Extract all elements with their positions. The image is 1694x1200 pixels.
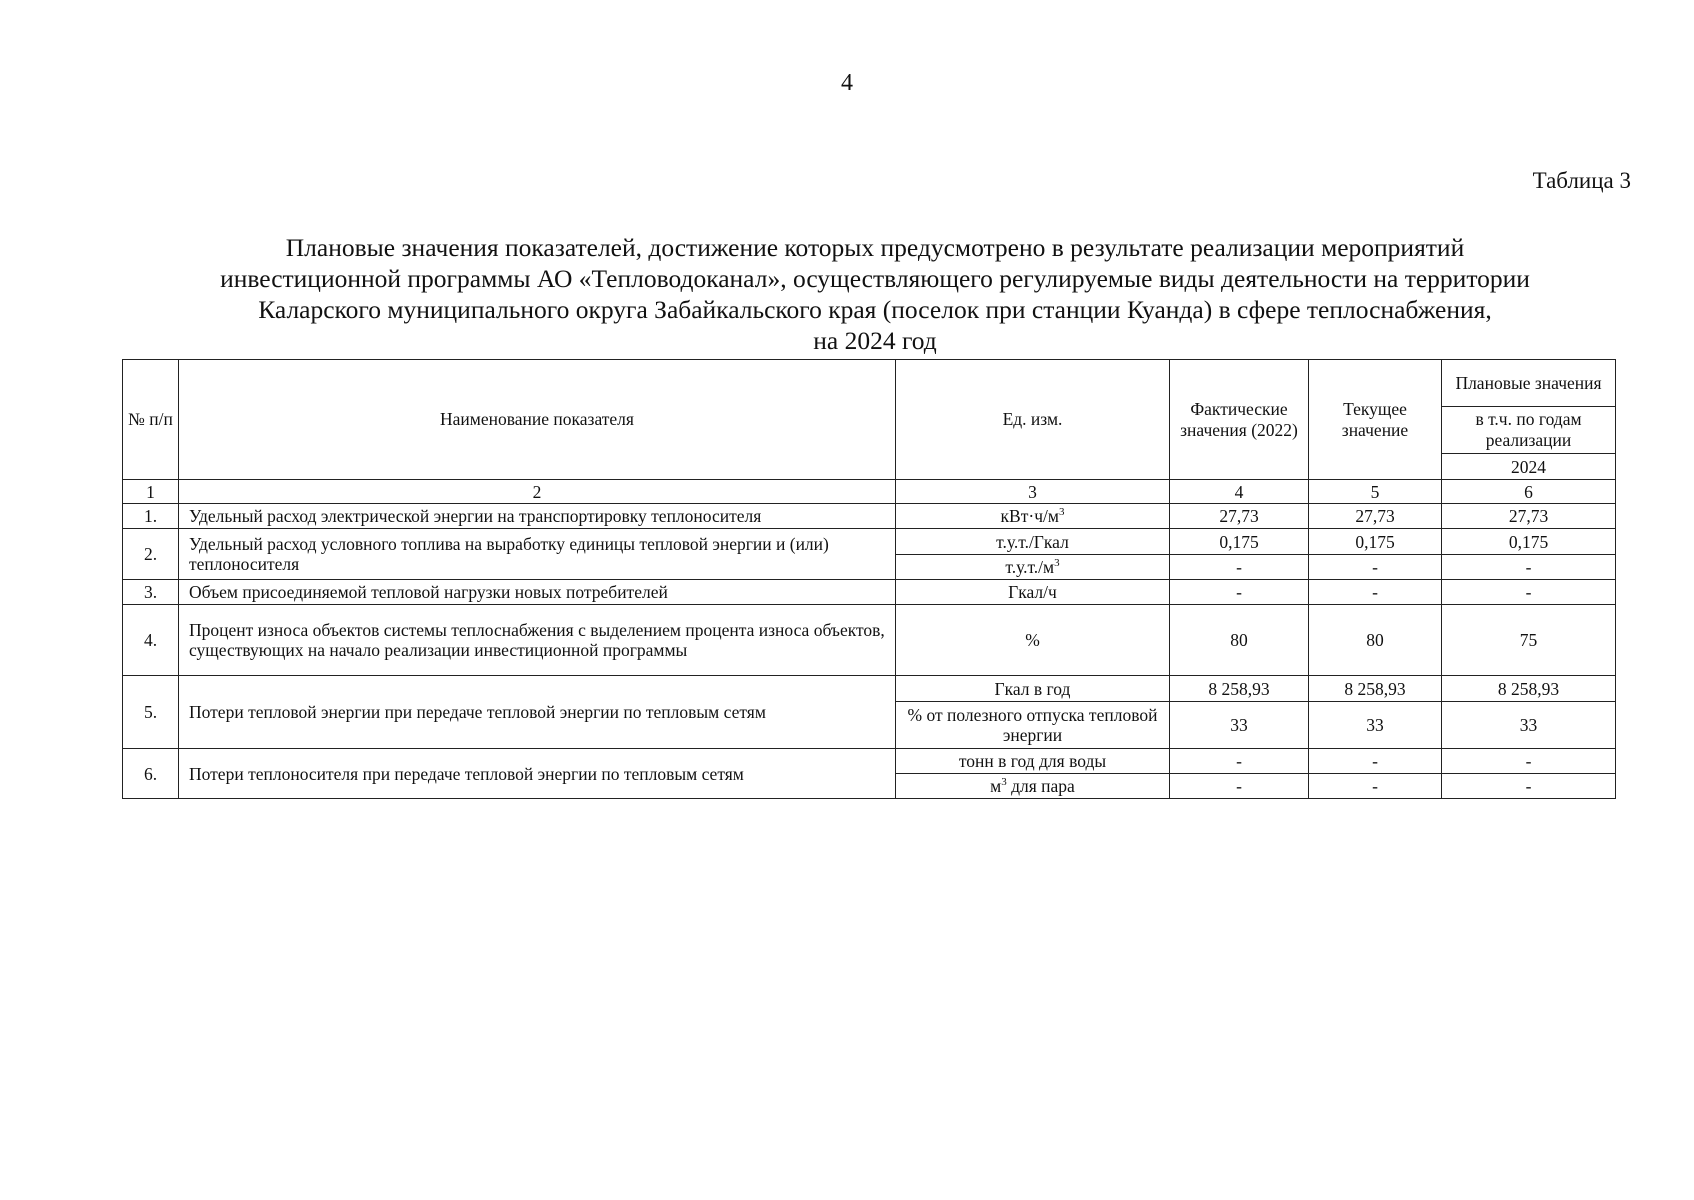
unit-superscript: 3 [1058,506,1065,519]
column-number: 3 [896,480,1170,504]
title-line: Плановые значения показателей, достижение которых предусмотрено в результате реализации мероприятий [285,233,1465,262]
page-number: 4 [841,70,853,96]
unit: Гкал в год [994,678,1071,699]
current-value: - [1309,555,1442,580]
column-number: 5 [1309,480,1442,504]
unit-cell [896,529,1170,555]
row-number: 5. [123,676,179,749]
unit: для пара [1006,776,1075,796]
actual-value: 27,73 [1170,504,1309,529]
row-number: 6. [123,749,179,799]
unit: т.у.т./Гкал [996,531,1069,552]
indicator-name: Потери теплоносителя при передаче тепловой энергии по тепловым сетям [179,749,896,799]
unit-cell [896,580,1170,605]
current-value: 80 [1309,605,1442,676]
actual-value: 8 258,93 [1170,676,1309,702]
header-current-value: Текущее значение [1309,360,1442,480]
planned-value: 8 258,93 [1442,676,1616,702]
unit: Гкал/ч [1008,582,1057,602]
actual-value: 33 [1170,702,1309,749]
planned-value: 27,73 [1442,504,1616,529]
planned-value: 75 [1442,605,1616,676]
table-row [123,504,1616,529]
document-title [130,232,1620,356]
unit-cell [896,676,1170,702]
table-label: Таблица 3 [1532,168,1631,193]
unit-superscript: 3 [1054,557,1060,570]
unit-cell [896,555,1170,580]
row-number: 3. [123,580,179,605]
table-row [123,749,1616,774]
unit-superscript: 3 [1001,776,1007,789]
unit-cell [896,504,1170,529]
column-number: 2 [179,480,896,504]
current-value: - [1309,580,1442,605]
column-numbers-row [123,480,1616,504]
title-line: инвестиционной программы АО «Тепловодоканал», осуществляющего регулируемые виды деятельности на территории [220,264,1530,293]
planned-value: - [1442,580,1616,605]
planned-value: - [1442,555,1616,580]
row-number: 2. [123,529,179,580]
header-planned-by-years: в т.ч. по годам реализации [1442,407,1616,454]
title-line: на 2024 год [813,326,937,355]
current-value: 8 258,93 [1309,676,1442,702]
current-value: - [1309,774,1442,799]
table-row [123,676,1616,702]
header-indicator-name: Наименование показателя [179,360,896,480]
unit: % от полезного отпуска тепловой энергии [907,705,1158,745]
planned-value: - [1442,774,1616,799]
actual-value: - [1170,555,1309,580]
table-row [123,580,1616,605]
planned-value: 33 [1442,702,1616,749]
unit-prefix: м [990,776,1002,796]
current-value: 0,175 [1309,529,1442,555]
unit: тонн в год для воды [958,751,1107,771]
column-number: 6 [1442,480,1616,504]
header-year: 2024 [1442,454,1616,480]
unit: т.у.т./м [1005,557,1055,577]
actual-value: - [1170,749,1309,774]
unit-cell [896,702,1170,749]
current-value: 33 [1309,702,1442,749]
unit: % [1025,630,1040,650]
planned-value: - [1442,749,1616,774]
header-actual-values: Фактические значения (2022) [1170,360,1309,480]
indicator-name: Объем присоединяемой тепловой нагрузки новых потребителей [179,580,896,605]
current-value: - [1309,749,1442,774]
unit-cell [896,774,1170,799]
column-number: 4 [1170,480,1309,504]
unit-cell [896,749,1170,774]
indicators-table [122,359,1616,799]
actual-value: 80 [1170,605,1309,676]
row-number: 4. [123,605,179,676]
unit-cell [896,605,1170,676]
title-line: Каларского муниципального округа Забайкальского края (поселок при станции Куанда) в сфере теплоснабжения, [258,295,1492,324]
header-planned-values: Плановые значения [1442,360,1616,407]
indicator-name: Удельный расход условного топлива на выработку единицы тепловой энергии и (или) теплоносителя [179,529,896,580]
table-row [123,605,1616,676]
header-unit: Ед. изм. [896,360,1170,480]
table-row [123,529,1616,555]
indicator-name: Потери тепловой энергии при передаче тепловой энергии по тепловым сетям [179,676,896,749]
column-number: 1 [123,480,179,504]
indicator-name: Процент износа объектов системы теплоснабжения с выделением процента износа объектов, существующих на начало реализации инвестиционной программы [179,605,896,676]
current-value: 27,73 [1309,504,1442,529]
actual-value: 0,175 [1170,529,1309,555]
actual-value: - [1170,580,1309,605]
row-number: 1. [123,504,179,529]
indicator-name: Удельный расход электрической энергии на транспортировку теплоносителя [179,504,896,529]
header-number: № п/п [123,360,179,480]
actual-value: - [1170,774,1309,799]
unit: кВт·ч/м [1000,506,1059,526]
planned-value: 0,175 [1442,529,1616,555]
